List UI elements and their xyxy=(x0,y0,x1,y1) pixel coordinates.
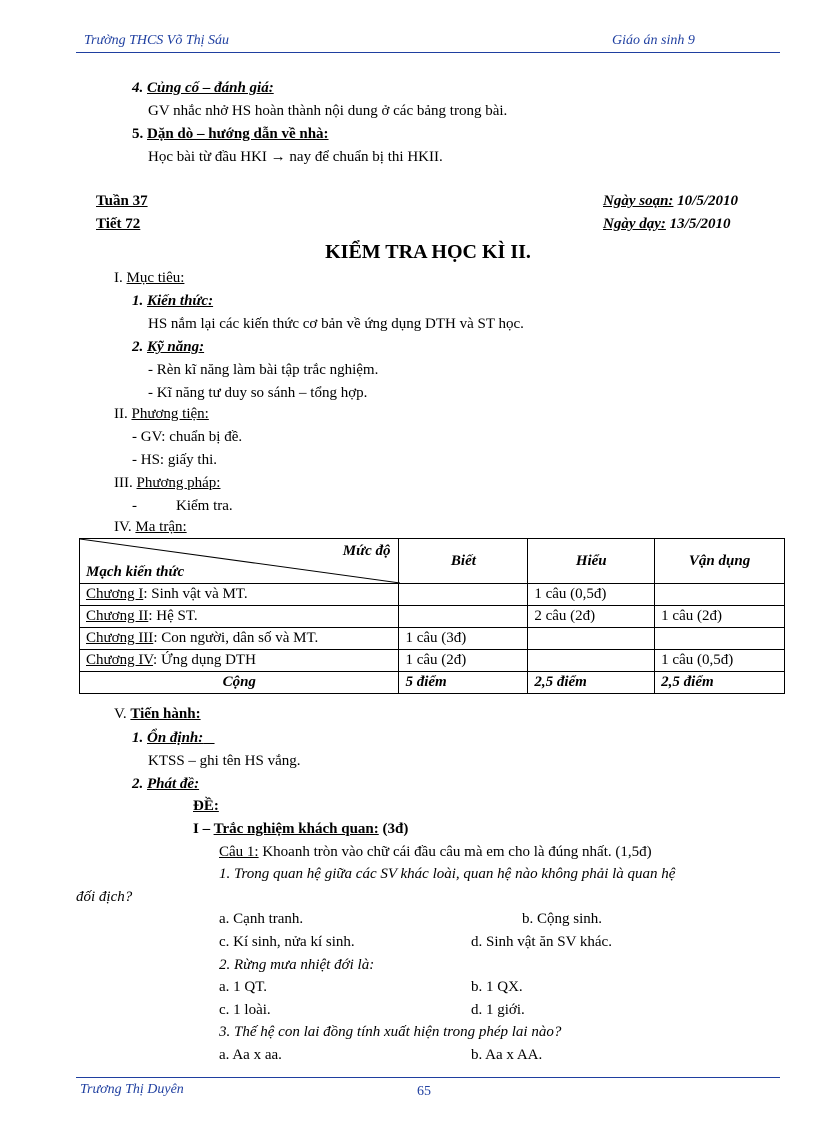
section-IV-title: Ma trận: xyxy=(135,519,187,535)
header-subject: Giáo án sinh 9 xyxy=(612,33,695,48)
section-5-text: Học bài từ đầu HKI → nay để chuẩn bị thi HKII. xyxy=(148,149,443,165)
skills-item-1: - Rèn kĩ năng làm bài tập trắc nghiệm. xyxy=(148,362,379,378)
question-1-label: Câu 1: xyxy=(219,844,259,860)
matrix-cell-vandung xyxy=(655,628,785,650)
chapter-name: Chương I xyxy=(86,586,144,602)
teach-date-value: 13/5/2010 xyxy=(669,216,731,232)
matrix-cell-biet xyxy=(399,606,528,628)
q1-option-c: c. Kí sinh, nửa kí sinh. xyxy=(219,934,355,950)
section-II-num: II. xyxy=(114,406,128,422)
question-1-text: Khoanh tròn vào chữ cái đầu câu mà em cho là đúng nhất. (1,5đ) xyxy=(262,844,652,860)
footer-author: Trương Thị Duyên xyxy=(80,1082,184,1097)
page-title: KIỂM TRA HỌC KÌ II. xyxy=(325,241,531,263)
q1-option-d: d. Sinh vật ăn SV khác. xyxy=(471,934,612,950)
header-school: Trường THCS Võ Thị Sáu xyxy=(84,33,230,48)
section-III-num: III. xyxy=(114,475,133,491)
part-I-score: (3đ) xyxy=(382,821,409,837)
matrix-row xyxy=(80,606,785,628)
q3-stem: 3. Thế hệ con lai đồng tính xuất hiện trong phép lai nào? xyxy=(219,1024,562,1040)
matrix-topic-label: Mạch kiến thức xyxy=(86,564,185,580)
q3-option-b: b. Aa x AA. xyxy=(471,1047,543,1063)
chapter-name: Chương II xyxy=(86,608,149,624)
section-V-heading xyxy=(114,706,201,723)
section-IV-num: IV. xyxy=(114,519,132,535)
section-II-title: Phương tiện: xyxy=(131,406,209,422)
matrix-col-biet: Biết xyxy=(399,539,528,584)
teach-date-label: Ngày dạy: xyxy=(603,216,666,232)
matrix-cell-biet: 1 câu (2đ) xyxy=(399,650,528,672)
matrix-row xyxy=(80,584,785,606)
lesson-label: Tiết 72 xyxy=(96,216,141,232)
section-4-text: GV nhắc nhở HS hoàn thành nội dung ở các bảng trong bài. xyxy=(148,103,508,119)
matrix-total-biet: 5 điểm xyxy=(399,672,528,694)
section-II-heading xyxy=(114,406,209,423)
section-4-num: 4. xyxy=(132,80,144,96)
header-rule xyxy=(76,52,780,53)
q3-option-a: a. Aa x aa. xyxy=(219,1047,282,1063)
section-5-num: 5. xyxy=(132,126,144,142)
section-5-title: Dặn dò – hướng dẫn về nhà: xyxy=(147,126,329,142)
chapter-topic: : Con người, dân số và MT. xyxy=(153,630,319,646)
section-V-title: Tiến hành: xyxy=(130,706,201,722)
matrix-table xyxy=(79,538,785,694)
distribute-title: Phát đề: xyxy=(147,776,200,792)
matrix-row xyxy=(80,628,785,650)
q1-stem-line1: 1. Trong quan hệ giữa các SV khác loài, quan hệ nào không phải là quan hệ xyxy=(219,866,676,882)
chapter-name: Chương IV xyxy=(86,652,154,668)
chapter-name: Chương III xyxy=(86,630,154,646)
chapter-topic: : Ứng dụng DTH xyxy=(153,652,256,668)
method-item: Kiểm tra. xyxy=(176,498,233,514)
section-4-title: Củng cố – đánh giá: xyxy=(147,80,274,96)
matrix-corner-cell xyxy=(80,539,399,584)
section-I-num: I. xyxy=(114,270,123,286)
q1-option-b: b. Cộng sinh. xyxy=(522,911,603,927)
knowledge-heading xyxy=(132,293,213,310)
section-I-title: Mục tiêu: xyxy=(126,270,185,286)
matrix-cell-vandung xyxy=(655,584,785,606)
section-III-title: Phương pháp: xyxy=(136,475,221,491)
skills-heading xyxy=(132,339,204,356)
knowledge-title: Kiến thức: xyxy=(147,293,214,309)
section-IV-heading xyxy=(114,519,187,536)
skills-title: Kỹ năng: xyxy=(147,339,205,355)
chapter-topic: : Hệ ST. xyxy=(148,608,198,624)
footer-rule xyxy=(76,1077,780,1078)
matrix-total-row xyxy=(80,672,785,694)
matrix-topic-cell xyxy=(80,606,399,628)
stabilize-num: 1. xyxy=(132,730,144,746)
stabilize-heading xyxy=(132,730,215,747)
teach-date-row xyxy=(603,216,731,233)
section-V-num: V. xyxy=(114,706,127,722)
matrix-cell-hieu xyxy=(528,650,655,672)
distribute-num: 2. xyxy=(132,776,144,792)
skills-item-2: - Kĩ năng tư duy so sánh – tổng hợp. xyxy=(148,385,368,401)
method-dash: - xyxy=(132,498,137,514)
section-4-heading xyxy=(132,80,274,97)
prep-date-value: 10/5/2010 xyxy=(677,193,739,209)
matrix-cell-hieu: 1 câu (0,5đ) xyxy=(528,584,655,606)
part-I-heading xyxy=(193,821,408,838)
matrix-col-hieu: Hiểu xyxy=(528,539,655,584)
matrix-cell-vandung: 1 câu (0,5đ) xyxy=(655,650,785,672)
means-item-2: - HS: giấy thi. xyxy=(132,452,217,468)
stabilize-title: Ổn định: xyxy=(147,730,204,746)
week-label: Tuần 37 xyxy=(96,193,148,209)
q1-stem-line2: đối địch? xyxy=(76,889,133,905)
section-5-heading xyxy=(132,126,329,143)
matrix-header-row xyxy=(80,539,785,584)
q1-option-a: a. Cạnh tranh. xyxy=(219,911,304,927)
means-item-1: - GV: chuẩn bị đề. xyxy=(132,429,243,445)
matrix-topic-cell xyxy=(80,584,399,606)
q2-stem: 2. Rừng mưa nhiệt đới là: xyxy=(219,957,375,973)
knowledge-text: HS nắm lại các kiến thức cơ bản về ứng dụng DTH và ST học. xyxy=(148,316,524,332)
distribute-heading xyxy=(132,776,199,793)
matrix-cell-biet: 1 câu (3đ) xyxy=(399,628,528,650)
stabilize-text: KTSS – ghi tên HS vắng. xyxy=(148,753,301,769)
question-1-row xyxy=(219,844,652,861)
matrix-level-label: Mức độ xyxy=(342,543,391,559)
part-I-num: I – xyxy=(193,821,211,837)
knowledge-num: 1. xyxy=(132,293,144,309)
section-III-heading xyxy=(114,475,220,492)
matrix-cell-hieu xyxy=(528,628,655,650)
matrix-total-hieu: 2,5 điểm xyxy=(528,672,655,694)
matrix-topic-cell xyxy=(80,650,399,672)
part-I-title: Trắc nghiệm khách quan: xyxy=(213,821,379,837)
exam-label: ĐỀ: xyxy=(193,798,219,814)
prep-date-row xyxy=(603,193,738,210)
q2-option-c: c. 1 loài. xyxy=(219,1002,271,1018)
matrix-row xyxy=(80,650,785,672)
chapter-topic: : Sinh vật và MT. xyxy=(143,586,248,602)
q2-option-d: d. 1 giới. xyxy=(471,1002,525,1018)
matrix-total-label: Cộng xyxy=(80,672,399,694)
matrix-topic-cell xyxy=(80,628,399,650)
matrix-cell-vandung: 1 câu (2đ) xyxy=(655,606,785,628)
matrix-total-vandung: 2,5 điểm xyxy=(655,672,785,694)
q2-option-a: a. 1 QT. xyxy=(219,979,268,995)
skills-num: 2. xyxy=(132,339,144,355)
q2-option-b: b. 1 QX. xyxy=(471,979,523,995)
matrix-cell-biet xyxy=(399,584,528,606)
page-number: 65 xyxy=(417,1084,431,1099)
section-I-heading xyxy=(114,270,184,287)
matrix-col-vandung: Vận dụng xyxy=(655,539,785,584)
prep-date-label: Ngày soạn: xyxy=(603,193,674,209)
matrix-cell-hieu: 2 câu (2đ) xyxy=(528,606,655,628)
